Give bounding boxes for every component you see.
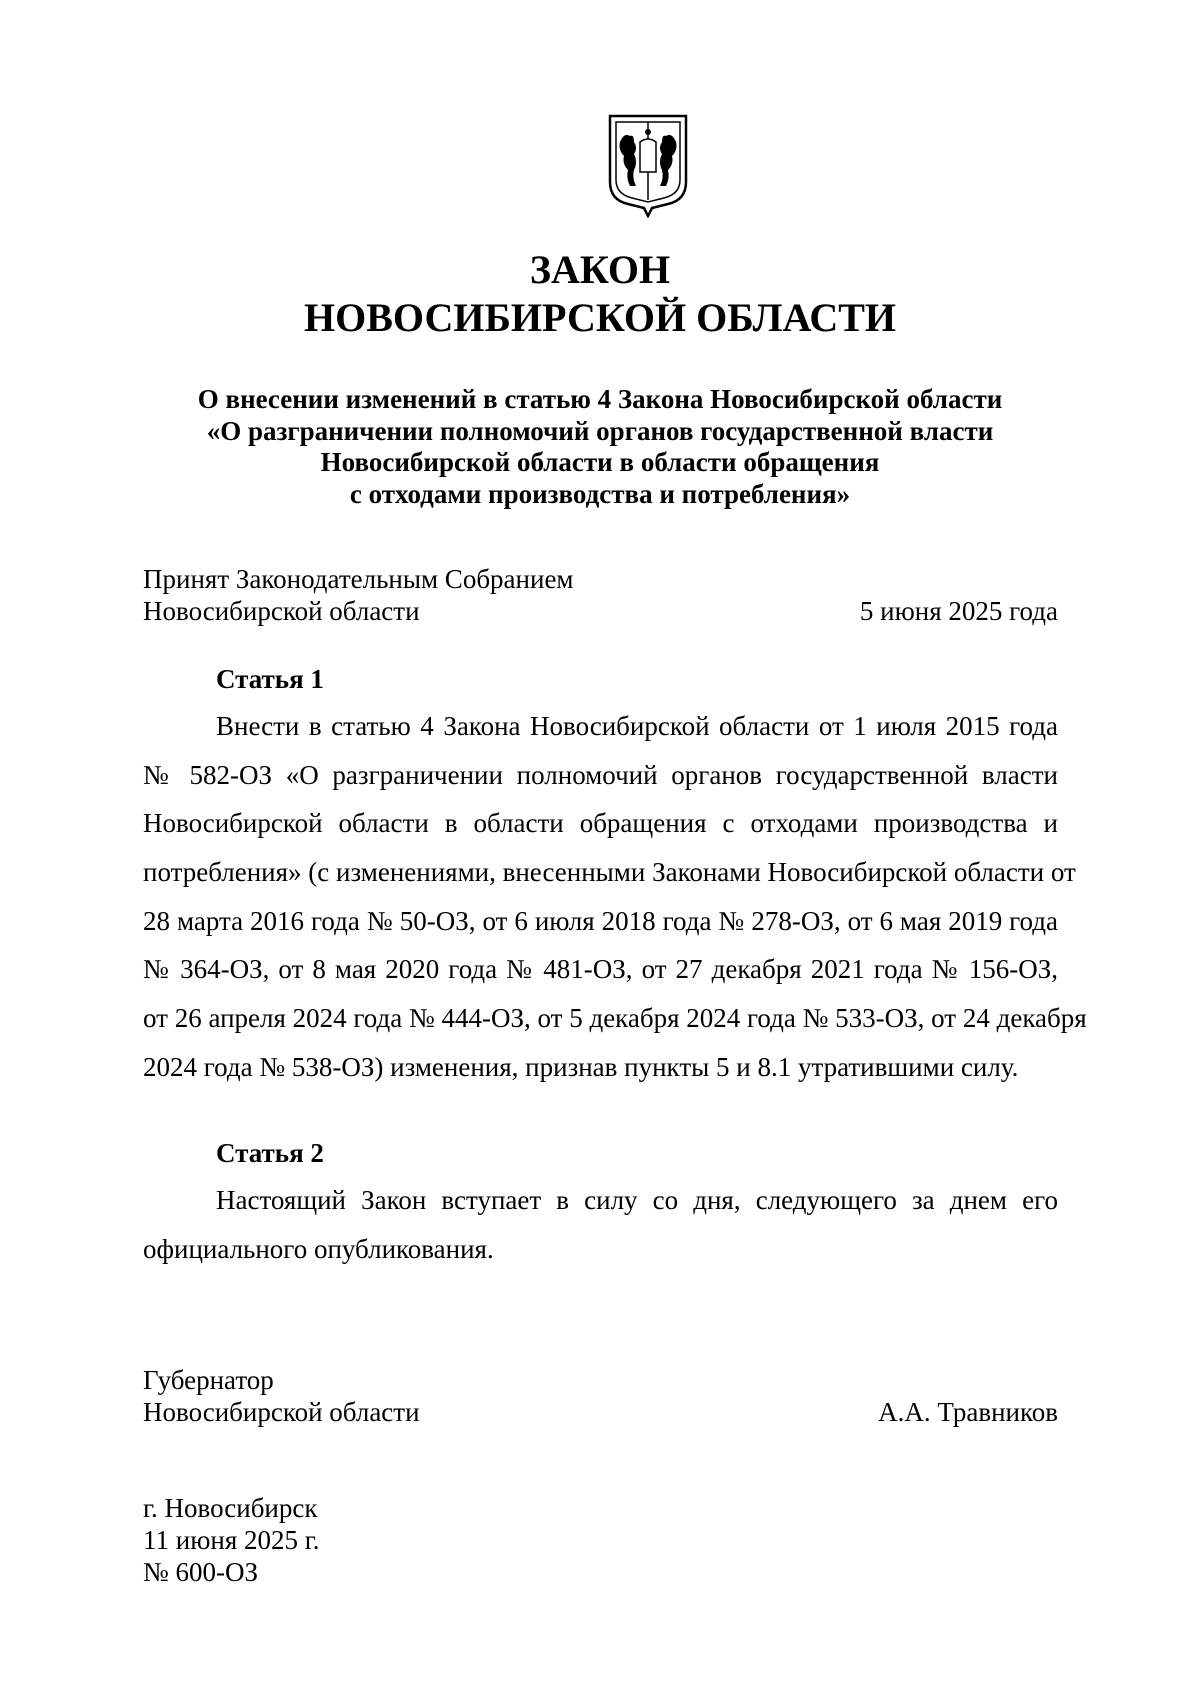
region-title: НОВОСИБИРСКОЙ ОБЛАСТИ (303, 295, 897, 340)
adoption-line: Новосибирской области (143, 596, 420, 626)
coat-of-arms-icon (604, 112, 692, 218)
article-1-text (143, 702, 1087, 1092)
signer-position-line: Губернатор (143, 1365, 274, 1395)
paragraph-line: 28 марта 2016 года № 50-ОЗ, от 6 июля 2018 года № 278-ОЗ, от 6 мая 2019 года (143, 905, 1058, 936)
paragraph-line: от 26 апреля 2024 года № 444-ОЗ, от 5 декабря 2024 года № 533-ОЗ, от 24 декабря (143, 1003, 1087, 1034)
subtitle-line: с отходами производства и потребления» (349, 478, 851, 509)
paragraph-line: потребления» (с изменениями, внесенными Законами Новосибирской области от (143, 857, 1076, 888)
subtitle-line: Новосибирской области в области обращения (320, 447, 880, 477)
article-2-heading: Статья 2 (216, 1138, 324, 1168)
subtitle-line: «О разграничении полномочий органов государственной власти (206, 415, 994, 446)
law-number: № 600-ОЗ (143, 1557, 259, 1587)
paragraph-line: Внести в статью 4 Закона Новосибирской области от 1 июля 2015 года (216, 711, 1058, 741)
subtitle-line: О внесении изменений в статью 4 Закона Новосибирской области (197, 384, 1003, 414)
paragraph-line: Настоящий Закон вступает в силу со дня, следующего за днем его (216, 1185, 1058, 1215)
article-2-text (143, 1176, 1058, 1273)
paragraph-line: № 364-ОЗ, от 8 мая 2020 года № 481-ОЗ, от 27 декабря 2021 года № 156-ОЗ, (143, 954, 1058, 985)
place-date-number (143, 1492, 320, 1588)
city: г. Новосибирск (143, 1493, 318, 1523)
paragraph-line: официального опубликования. (143, 1233, 494, 1264)
signer-position-line: Новосибирской области (143, 1397, 420, 1427)
adoption-block (143, 563, 574, 627)
law-title: ЗАКОН (529, 247, 671, 292)
article-1-heading: Статья 1 (216, 664, 324, 694)
adoption-date: 5 июня 2025 года (859, 596, 1058, 626)
law-subtitle (150, 384, 1050, 510)
signing-date: 11 июня 2025 г. (143, 1525, 320, 1555)
paragraph-line: Новосибирской области в области обращения с отходами производства и (143, 808, 1058, 839)
signer-position (143, 1364, 420, 1428)
adoption-line: Принят Законодательным Собранием (143, 564, 574, 594)
paragraph-line: 2024 года № 538-ОЗ) изменения, признав пункты 5 и 8.1 утратившими силу. (143, 1051, 1019, 1082)
signer-name: А.А. Травников (878, 1397, 1058, 1427)
paragraph-line: № 582-ОЗ «О разграничении полномочий органов государственной власти (143, 759, 1058, 790)
